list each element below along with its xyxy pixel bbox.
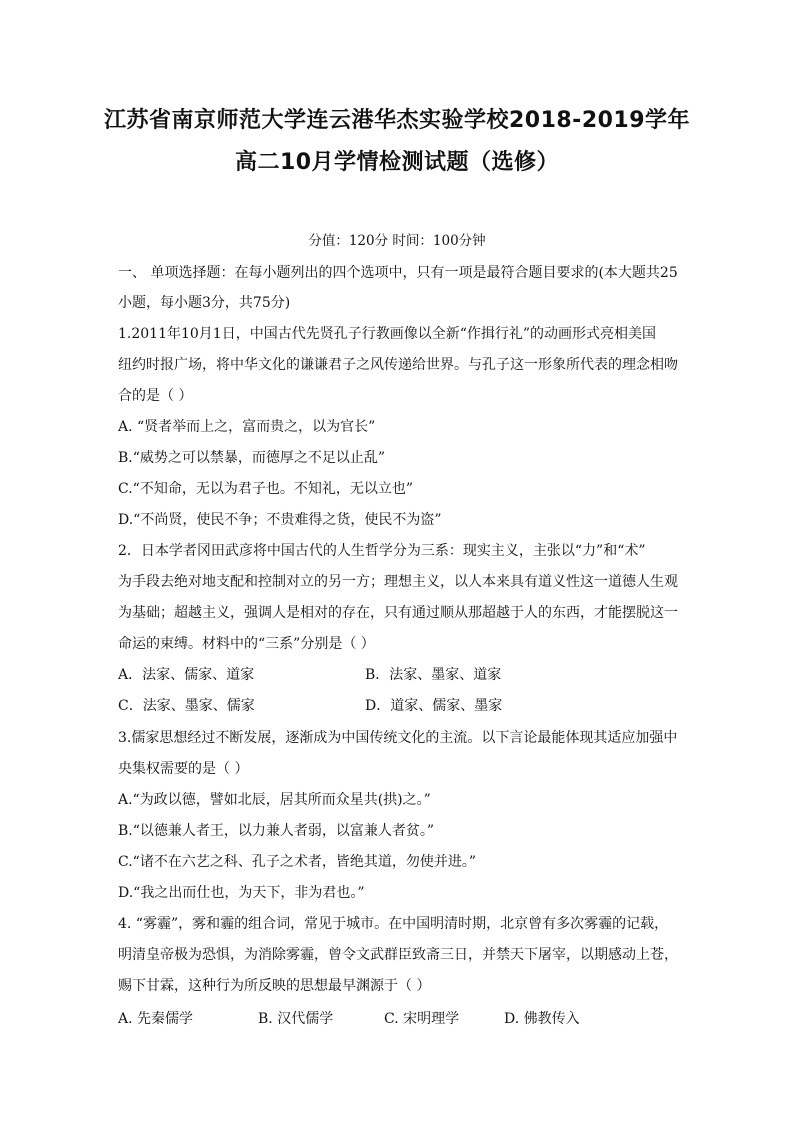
score-time-info: 分值：120分 时间：100分钟 xyxy=(308,233,486,249)
q4-option-b: B. 汉代儒学 xyxy=(258,1011,334,1027)
q4-option-d: D. 佛教传入 xyxy=(504,1011,580,1027)
q1-option-a: A. “贤者举而上之，富而贵之，以为官长” xyxy=(118,419,376,435)
q1-option-d: D.“不尚贤，使民不争；不贵难得之货，使民不为盗” xyxy=(118,512,442,528)
q4-option-c: C. 宋明理学 xyxy=(384,1011,460,1027)
q4-stem-line: 4. “雾霾”，雾和霾的组合词，常见于城市。在中国明清时期，北京曾有多次雾霾的记载， xyxy=(118,916,669,932)
q2-option-d: D．道家、儒家、墨家 xyxy=(365,698,503,714)
q1-option-c: C.“不知命，无以为君子也。不知礼，无以立也” xyxy=(118,481,413,497)
q4-stem-line: 赐下甘霖，这种行为所反映的思想最早渊源于（ ） xyxy=(118,978,431,994)
q3-option-c: C.“诸不在六艺之科、孔子之术者，皆绝其道，勿使并进。” xyxy=(118,854,476,870)
q1-stem-line: 纽约时报广场，将中华文化的谦谦君子之风传递给世界。与孔子这一形象所代表的理念相吻 xyxy=(118,357,678,373)
q2-stem-line: 命运的束缚。材料中的“三系”分别是（ ） xyxy=(118,636,375,652)
q3-option-b: B.“以德兼人者王，以力兼人者弱，以富兼人者贫。” xyxy=(118,823,435,839)
q2-option-c: C．法家、墨家、儒家 xyxy=(118,698,255,714)
section-heading-cont: 小题，每小题3分，共75分) xyxy=(118,295,291,311)
q2-option-b: B．法家、墨家、道家 xyxy=(365,667,502,683)
q3-option-a: A.“为政以德，譬如北辰，居其所而众星共(拱)之。” xyxy=(118,792,431,808)
q4-stem-line: 明清皇帝极为恐惧，为消除雾霾，曾令文武群臣致斋三日，并禁天下屠宰，以期感动上苍， xyxy=(118,947,678,963)
q2-stem-line: 为手段去绝对地支配和控制对立的另一方；理想主义，以人本来具有道义性这一道德人生观 xyxy=(118,574,678,590)
q2-option-a: A．法家、儒家、道家 xyxy=(118,667,255,683)
document-title-line-1: 江苏省南京师范大学连云港华杰实验学校2018-2019学年 xyxy=(103,108,691,133)
section-heading: 一、 单项选择题：在每小题列出的四个选项中，只有一项是最符合题目要求的(本大题共25 xyxy=(118,265,678,281)
q1-stem-line: 1.2011年10月1日，中国古代先贤孔子行教画像以全新“作揖行礼”的动画形式亮相美国 xyxy=(118,326,657,342)
q3-stem-line: 央集权需要的是（ ） xyxy=(118,761,249,777)
document-title-line-2: 高二10月学情检测试题（选修） xyxy=(234,150,560,175)
q1-option-b: B.“威势之可以禁暴，而德厚之不足以止乱” xyxy=(118,450,386,466)
q3-stem-line: 3.儒家思想经过不断发展，逐渐成为中国传统文化的主流。以下言论最能体现其适应加强中 xyxy=(118,730,678,746)
q1-stem-line: 合的是（ ） xyxy=(118,388,193,404)
q4-option-a: A. 先秦儒学 xyxy=(118,1011,194,1027)
q2-stem-line: 2．日本学者冈田武彦将中国古代的人生哲学分为三系：现实主义，主张以“力”和“术” xyxy=(118,543,646,559)
q2-stem-line: 为基础；超越主义，强调人是相对的存在，只有通过顺从那超越于人的东西，才能摆脱这一 xyxy=(118,605,678,621)
q3-option-d: D.“我之出而仕也，为天下，非为君也。” xyxy=(118,885,365,901)
